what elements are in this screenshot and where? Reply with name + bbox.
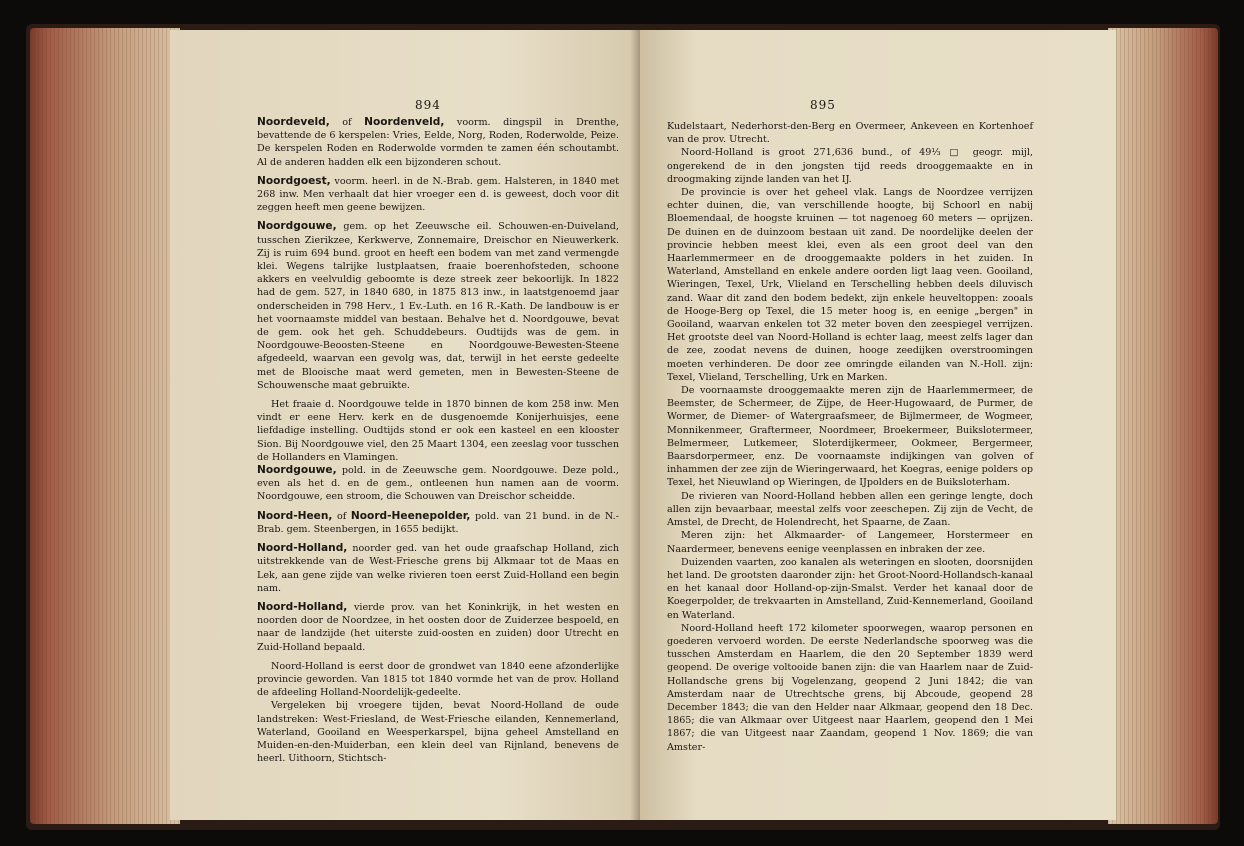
page-number: 894 [415, 98, 441, 112]
paragraph-text: Noord-Holland is eerst door de grondwet van 1840 eene afzonderlijke provincie geworden. Van 1815 tot 1840 vormde het van de prov. Holland de afdeeling Holland-Noordelijk-gedeelte. [257, 660, 619, 699]
paragraph [667, 490, 1033, 530]
dictionary-entry [257, 220, 619, 392]
entry-headword: Noord-Heen, [257, 509, 333, 522]
dictionary-entry [257, 175, 619, 215]
right-page-stack-edge [1108, 28, 1218, 824]
left-page-stack-edge [30, 28, 180, 824]
entry-headword-alt: Noord-Heenepolder, [350, 509, 471, 522]
paragraph [667, 186, 1033, 384]
paragraph-text: Het fraaie d. Noordgouwe telde in 1870 binnen de kom 258 inw. Men vindt er eene Herv. kerk en de dusgenoemde Konijerhuisjes, eene liefdadige instelling. Oudtijds stond er ook een kasteel en een klooster Sion. Bij Noordgouwe viel, den 25 Maart 1304, een zeeslag voor tusschen de Hollanders en Vlamingen. [257, 399, 619, 463]
right-page [640, 30, 1116, 820]
paragraph-text: De voornaamste drooggemaakte meren zijn de Haarlemmermeer, de Beemster, de Schermeer, de Zijpe, de Heer-Hugowaard, de Purmer, de Wormer, de Diemer- of Watergraafsmeer, de Bijlmermeer, de Wogmeer, Monnikenmeer, Graftermeer, Noordmeer, Broekermeer, Buikslotermeer, Belmermeer, Lutkemeer, Sloterdijkermeer, Ookmeer, Bergermeer, Baarsdorpermeer, enz. De voornaamste indijkingen van golven of inhammen der zee zijn de Wieringerwaard, het Koegras, eenige polders op Texel, het Nieuwland op Wieringen, de IJpolders en de Buiksloterham. [667, 385, 1033, 489]
dictionary-entry [257, 510, 619, 536]
entry-body: pold. van 21 bund. in de N.-Brab. gem. Steenbergen, in 1655 bedijkt. [257, 510, 619, 535]
paragraph [667, 529, 1033, 555]
left-page [170, 30, 640, 820]
dictionary-entry [257, 464, 619, 504]
paragraph-text: De rivieren van Noord-Holland hebben allen een geringe lengte, doch allen zijn bevaarbaar, meestal zelfs voor zeeschepen. Zij zijn de Vecht, de Amstel, de Drecht, de Holendrecht, het Spaarne, de Zaan. [667, 490, 1033, 529]
entry-body: pold. in de Zeeuwsche gem. Noordgouwe. Deze pold., even als het d. en de gem., ontleenen hun namen aan de voorm. Noordgouwe, een stroom, die Schouwen van Dreischor scheidde. [257, 465, 619, 503]
paragraph [257, 699, 619, 765]
paragraph-text: De provincie is over het geheel vlak. Langs de Noordzee verrijzen echter duinen, die, van verschillende hoogte, bij Schoorl en nabij Bloemendaal, de hoogste kruinen — tot nagenoeg 60 meters — oprijzen. De duinen en de duinzoom bestaan uit zand. De noordelijke deelen der provincie hebben meest klei, even als een groot deel van den Haarlemmermeer en de drooggemaakte polders in het zuiden. In Waterland, Amstelland en enkele andere oorden ligt laag veen. Gooiland, Wieringen, Texel, Urk, Vlieland en Terschelling hebben deels diluvisch zand. Waar dit zand den bodem bedekt, zijn enkele heuveltoppen: zooals de Hooge-Berg op Texel, die 15 meter hoog is, en eenige „bergen" in Gooiland, waarvan enkelen tot 32 meter boven den zeespiegel verrijzen. Het grootste deel van Noord-Holland is echter laag, meest zelfs lager dan de zee, zoodat nevens de duinen, hooge zeedijken overstroomingen moeten verhinderen. De door zee omringde eilanden van N.-Holl. zijn: Texel, Vlieland, Terschelling, Urk en Marken. [667, 187, 1033, 383]
paragraph-text: Kudelstaart, Nederhorst-den-Berg en Overmeer, Ankeveen en Kortenhoef van de prov. Utrecht. [667, 121, 1033, 146]
page-text [257, 116, 619, 765]
entry-headword: Noordgouwe, [257, 220, 337, 233]
paragraph-text: Meren zijn: het Alkmaarder- of Langemeer, Horstermeer en Naardermeer, benevens eenige veenplassen en inbraken der zee. [667, 530, 1033, 555]
entry-body: gem. op het Zeeuwsche eil. Schouwen-en-Duiveland, tusschen Zierikzee, Kerkwerve, Zonnemaire, Dreischor en Nieuwerkerk. Zij is ruim 694 bund. groot en heeft een bodem van met zand vermengde klei. Wegens talrijke lustplaatsen, fraaie boerenhofsteden, schoone akkers en veelvuldig geboomte is deze streek zeer bekoorlijk. In 1822 had de gem. 527, in 1840 680, in 1875 813 inw., in laatstgenoemd jaar onderscheiden in 798 Herv., 1 Ev.-Luth. en 16 R.-Kath. De landbouw is er het voornaamste middel van bestaan. Behalve het d. Noordgouwe, bevat de gem. ook het geh. Schuddebeurs. Oudtijds was de gem. in Noordgouwe-Beoosten-Steene en Noordgouwe-Bewesten-Steene afgedeeld, waarvan een gevolg was, dat, terwijl in het eerste gedeelte met de Blooische maat werd gemeten, men in Bewesten-Steene de Schouwensche maat gebruikte. [257, 221, 619, 391]
entry-headword: Noord-Holland, [257, 600, 348, 613]
entry-connector: of [332, 510, 351, 522]
paragraph [667, 146, 1033, 186]
paragraph [257, 660, 619, 700]
entry-headword: Noordgouwe, [257, 464, 337, 477]
dictionary-entry [257, 116, 619, 169]
dictionary-entry [257, 542, 619, 595]
paragraph [667, 384, 1033, 490]
entry-body: voorm. heerl. in de N.-Brab. gem. Halsteren, in 1840 met 268 inw. Men verhaalt dat hier vroeger een d. is geweest, doch voor dit zeggen heeft men geene bewijzen. [257, 175, 619, 214]
paragraph [257, 398, 619, 464]
paragraph-text: Noord-Holland is groot 271,636 bund., of 49⅓ □ geogr. mijl, ongerekend de in den jongsten tijd reeds drooggemaakte en in droogmaking zijnde landen van het IJ. [667, 147, 1033, 185]
dictionary-entry [257, 601, 619, 654]
page-text [667, 120, 1033, 754]
paragraph [667, 556, 1033, 622]
entry-connector: of [329, 117, 365, 128]
entry-headword: Noord-Holland, [257, 542, 348, 555]
entry-headword: Noordeveld, [257, 116, 330, 128]
paragraph-text: Vergeleken bij vroegere tijden, bevat Noord-Holland de oude landstreken: West-Friesland, de West-Friesche eilanden, Kennemerland, Waterland, Gooiland en Weesperkarspel, bijna geheel Amstelland en Muiden-en-den-Muiderban, een klein deel van Rijnland, benevens de heerl. Uithoorn, Stichtsch- [257, 700, 619, 765]
entry-body: vierde prov. van het Koninkrijk, in het westen en noorden door de Noordzee, in het oosten door de Zuiderzee bespoeld, en naar de landzijde (het uiterste zuid-oosten en zuiden) door Utrecht en Zuid-Holland bepaald. [257, 601, 619, 653]
paragraph-text: Noord-Holland heeft 172 kilometer spoorwegen, waarop personen en goederen vervoerd worden. De eerste Nederlandsche spoorweg was die tusschen Amsterdam en Haarlem, die den 20 September 1839 werd geopend. De overige voltooide banen zijn: die van Haarlem naar de Zuid-Hollandsche grens bij Vogelenzang, geopend 2 Juni 1842; die van Amsterdam naar de Utrechtsche grens, bij Abcoude, geopend 28 December 1843; die van den Helder naar Alkmaar, geopend den 18 Dec. 1865; die van Alkmaar over Uitgeest naar Haarlem, geopend den 1 Mei 1867; die van Uitgeest naar Zaandam, geopend 1 Nov. 1869; die van Amster- [667, 622, 1033, 753]
entry-headword-alt: Noordenveld, [364, 116, 445, 128]
entry-body: voorm. dingspil in Drenthe, bevattende de 6 kerspelen: Vries, Eelde, Norg, Roden, Roderwolde, Peize. De kerspelen Roden en Roderwolde vormden te zamen één schoutambt. Al de anderen hadden elk een bijzonderen schout. [257, 117, 619, 168]
paragraph-text: Duizenden vaarten, zoo kanalen als weteringen en slooten, doorsnijden het land. De grootsten daaronder zijn: het Groot-Noord-Hollandsch-kanaal en het kanaal door Holland-op-zijn-Smalst. Verder het kanaal door de Koegerpolder, de trekvaarten in Amstelland, Zuid-Kennemerland, Gooiland en Waterland. [667, 556, 1033, 621]
page-number: 895 [810, 98, 836, 112]
entry-body: noorder ged. van het oude graafschap Holland, zich uitstrekkende van de West-Friesche grens bij Alkmaar tot de Maas en Lek, aan gene zijde van welke rivieren toen eerst Zuid-Holland een begin nam. [257, 543, 619, 594]
entry-headword: Noordgoest, [257, 174, 331, 187]
continued-paragraph [667, 120, 1033, 146]
paragraph [667, 622, 1033, 754]
